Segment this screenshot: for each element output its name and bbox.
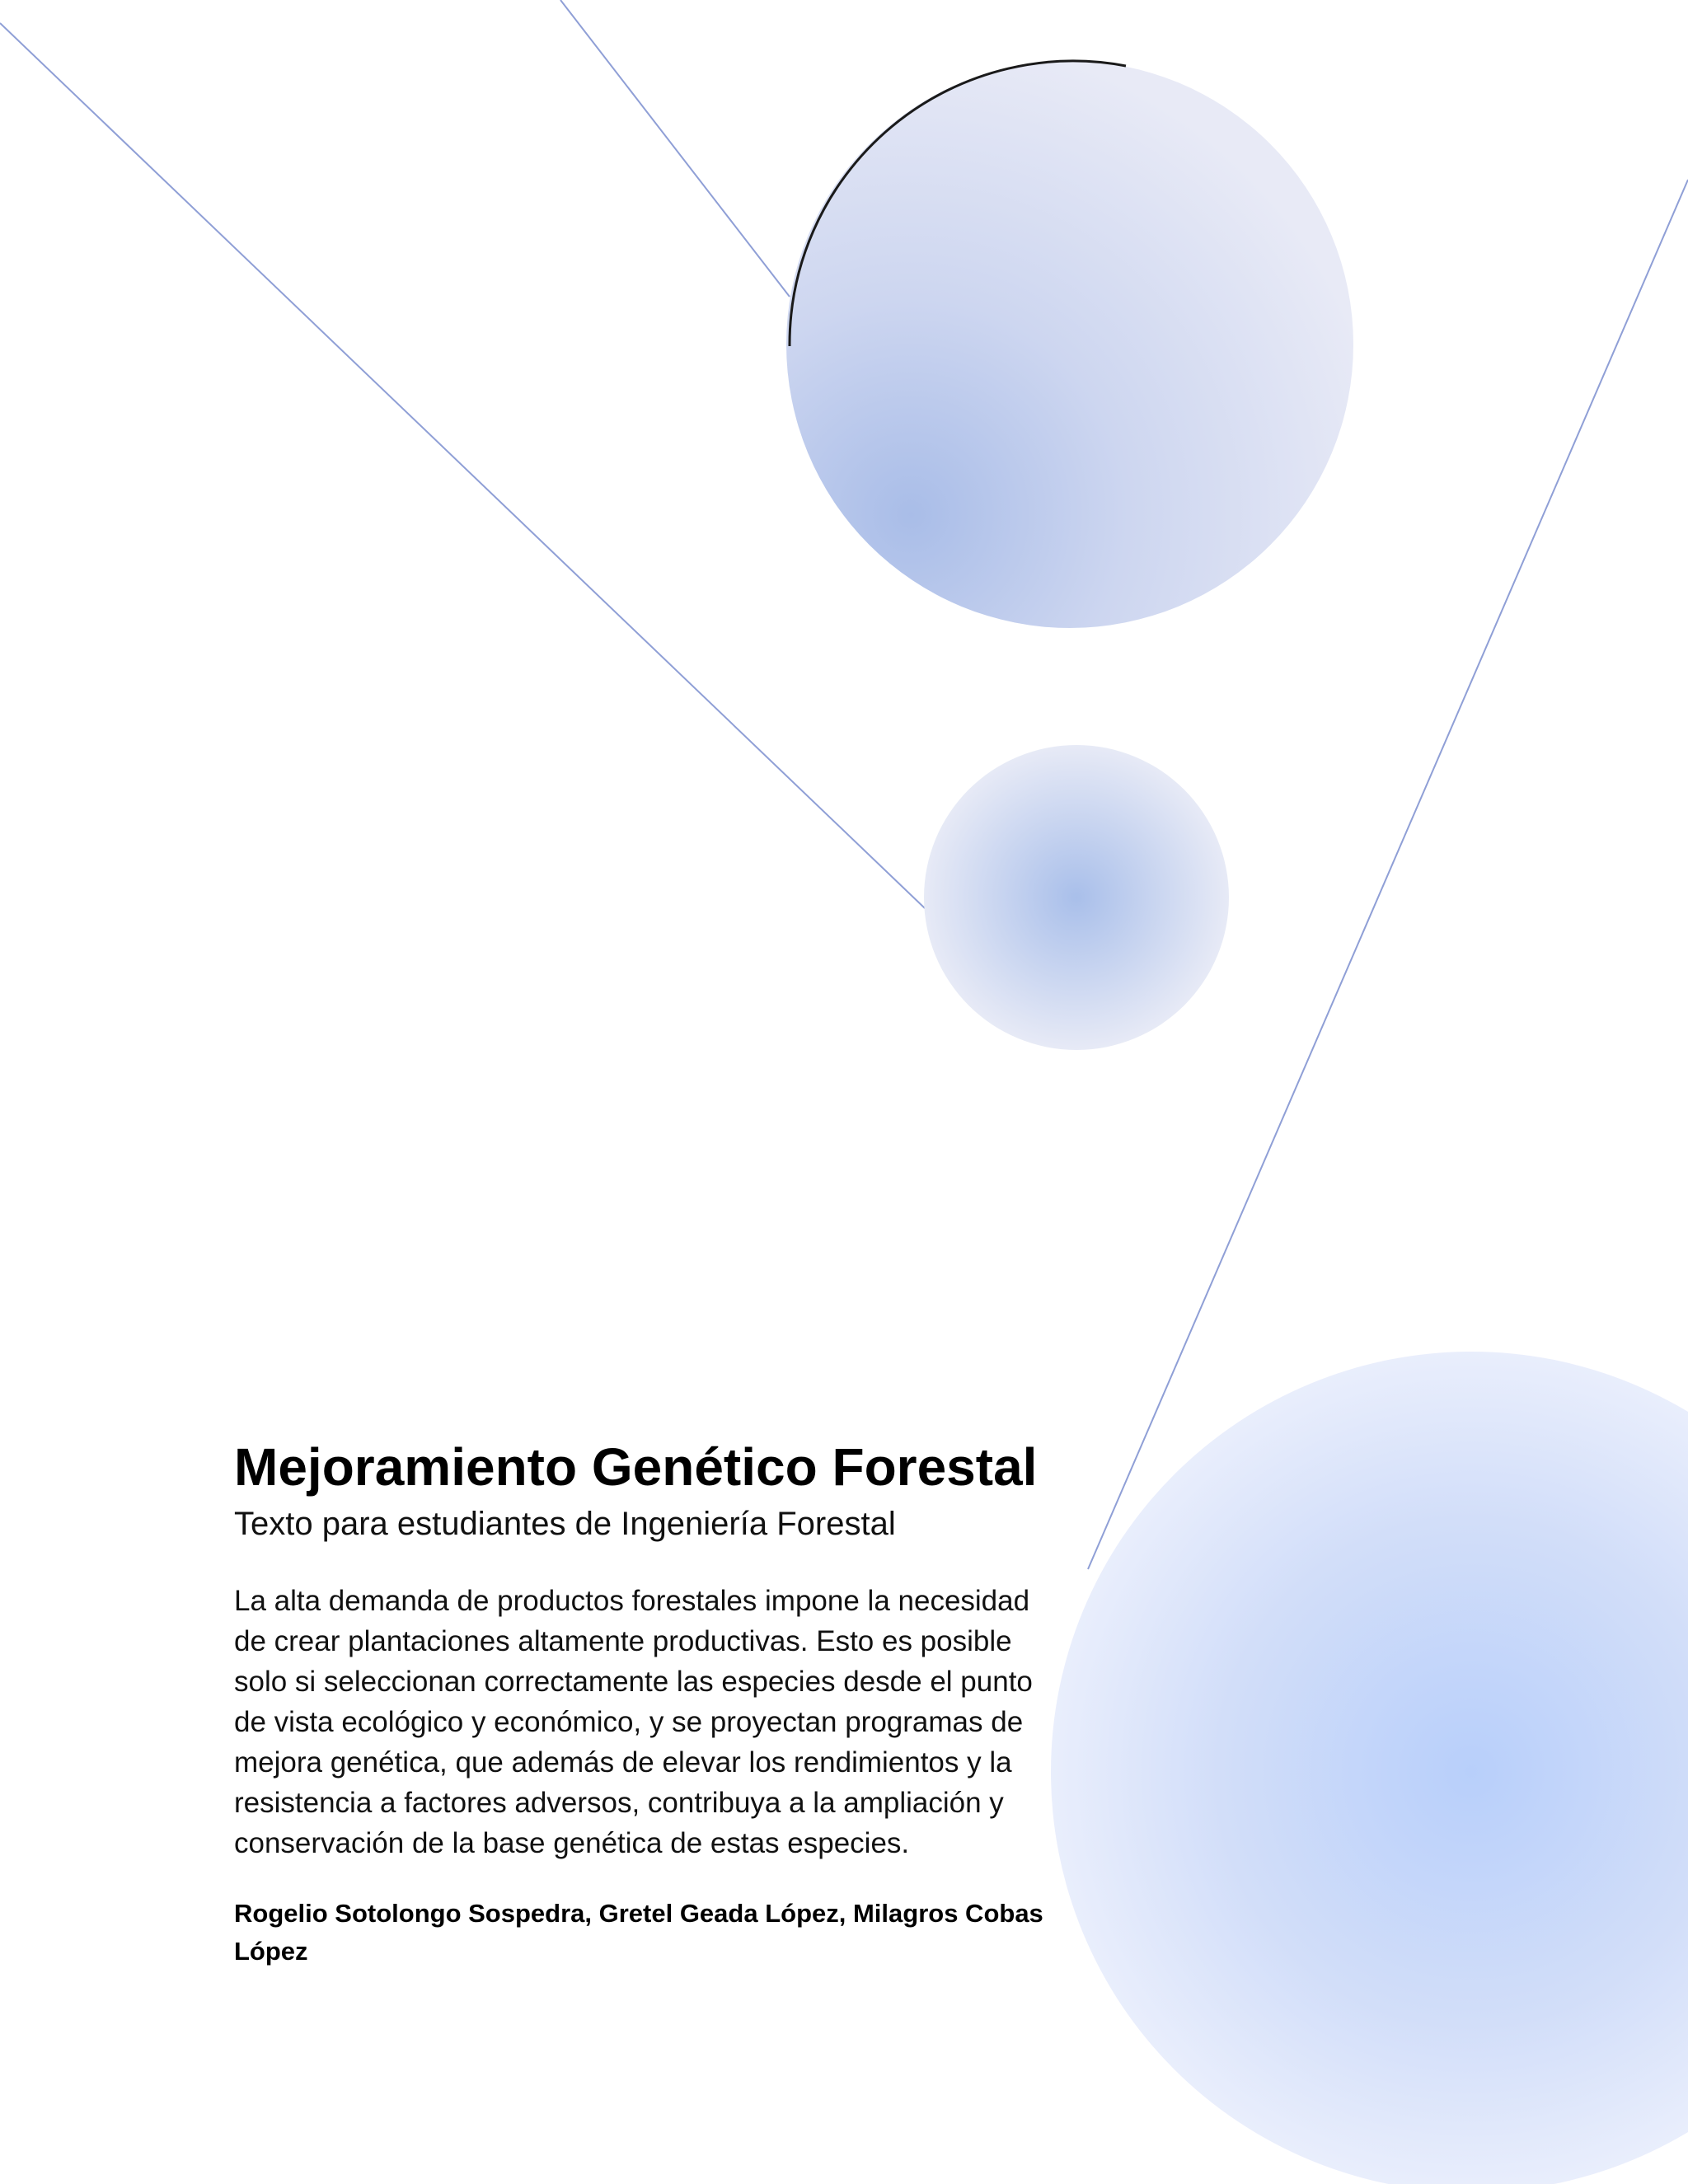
- circle-middle: [924, 745, 1229, 1050]
- abstract-paragraph: La alta demanda de productos forestales impone la necesidad de crear plantaciones altamente productivas. Esto es posible solo si seleccionan correctamente las especies desde el punto de vista ecológico y económico, y se proyectan programas de mejora genética, que además de elevar los rendimientos y la resistencia a factores adversos, contribuya a la ampliación y conservación de la base genética de estas especies.: [234, 1585, 1033, 1859]
- cover-text-block: [234, 1434, 1067, 1971]
- authors-line: Rogelio Sotolongo Sospedra, Gretel Geada López, Milagros Cobas López: [234, 1899, 1043, 1966]
- diagonal-line-top: [560, 0, 790, 297]
- document-subtitle: Texto para estudiantes de Ingeniería Forestal: [234, 1506, 896, 1542]
- circle-bottom-large: [1051, 1352, 1688, 2184]
- document-title: Mejoramiento Genético Forestal: [234, 1437, 1038, 1497]
- diagonal-line-left: [0, 23, 925, 908]
